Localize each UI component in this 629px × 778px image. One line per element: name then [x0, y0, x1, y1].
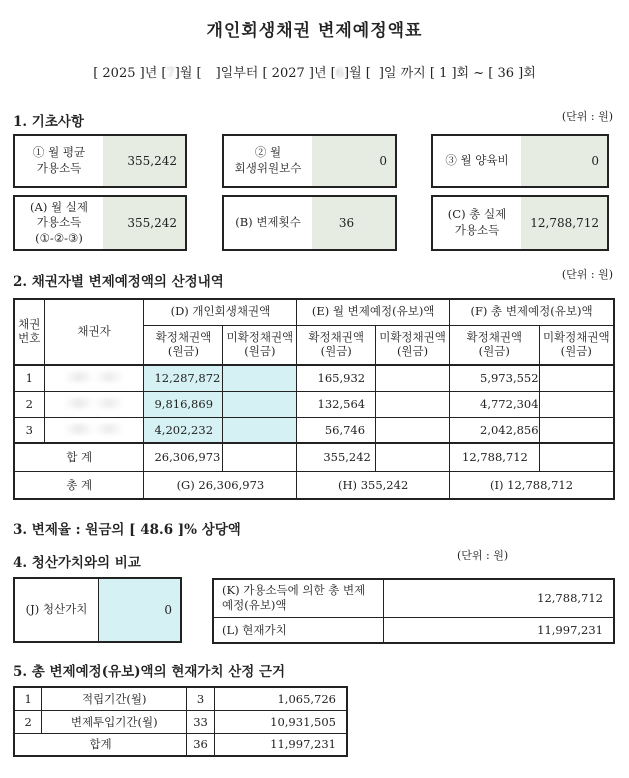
- table-row: 1 12,287,872 165,932 5,973,552: [14, 365, 614, 391]
- basic-box-monthly-income: ① 월 평균 가용소득 355,242: [13, 134, 187, 188]
- total-income-value: 12,788,712: [521, 197, 607, 249]
- l-label: (L) 현재가치: [213, 617, 384, 643]
- period-part-a: ]월 [: [174, 66, 202, 81]
- actual-income-value: 355,242: [103, 197, 185, 249]
- liquidation-value: 0: [99, 579, 180, 641]
- liquidation-value-label: (J) 청산가치: [15, 579, 99, 641]
- table-row: 3 4,202,232 56,746 2,042,856: [14, 417, 614, 443]
- creditor-table: [13, 298, 615, 500]
- table-row: 1 적립기간(월) 3 1,065,726: [14, 687, 347, 710]
- period-start-year: [ 2025 ]년 [: [93, 66, 167, 81]
- creditor-name-redacted: [44, 365, 144, 391]
- header-creditor: 채권자: [44, 299, 144, 365]
- l-value: 11,997,231: [384, 617, 614, 643]
- header-f: (F) 총 변제예정(유보)액: [450, 299, 614, 325]
- period-part-d: ]일 까지 [ 1 ]회 ~ [ 36 ]회: [378, 66, 536, 81]
- period-part-c: ]월 [: [344, 66, 371, 81]
- repayment-count-value: 36: [312, 197, 395, 249]
- monthly-income-value: 355,242: [103, 136, 185, 186]
- k-value: 12,788,712: [384, 579, 614, 617]
- section1-heading: 1. 기초사항: [13, 114, 84, 130]
- header-e-unconfirmed: 미확정채권액 (원금): [376, 325, 450, 365]
- table-row: 2 변제투입기간(월) 33 10,931,505: [14, 710, 347, 733]
- creditor-name-redacted: [44, 391, 144, 417]
- child-support-value: 0: [521, 136, 607, 186]
- period-end-month: 6: [335, 66, 345, 81]
- header-d-unconfirmed: 미확정채권액 (원금): [223, 325, 297, 365]
- document-title: 개인회생채권 변제예정액표: [206, 21, 423, 41]
- liquidation-value-box: [13, 577, 182, 643]
- section2-heading: 2. 채권자별 변제예정액의 산정내역: [13, 274, 224, 290]
- section5-heading: 5. 총 변제예정(유보)액의 현재가치 산정 근거: [13, 664, 286, 680]
- basic-box-actual-income: (A) 월 실제 가용소득 (①-②-③) 355,242: [13, 195, 187, 251]
- header-e-confirmed: 확정채권액 (원금): [297, 325, 376, 365]
- header-f-unconfirmed: 미확정채권액 (원금): [539, 325, 614, 365]
- comparison-table: [212, 578, 615, 644]
- basic-box-trustee-fee: ② 월 회생위원보수 0: [222, 134, 397, 188]
- section4-heading: 4. 청산가치와의 비교: [13, 555, 141, 571]
- repayment-period: [0, 62, 629, 81]
- total-row: 합계 36 11,997,231: [14, 733, 347, 756]
- header-e: (E) 월 변제예정(유보)액: [297, 299, 450, 325]
- period-part-b: ]일부터 [ 2027 ]년 [: [215, 66, 336, 81]
- period-start-month: 7: [166, 66, 175, 81]
- header-f-confirmed: 확정채권액 (원금): [450, 325, 540, 365]
- trustee-fee-value: 0: [312, 136, 395, 186]
- basic-box-repayment-count: (B) 변제횟수 36: [222, 195, 397, 251]
- header-d-confirmed: 확정채권액 (원금): [144, 325, 223, 365]
- total-row: 총 계 (G) 26,306,973 (H) 355,242 (I) 12,788,712: [14, 471, 614, 499]
- section3-heading: 3. 변제율 : 원금의 [ 48.6 ]% 상당액: [13, 522, 241, 538]
- unit-label-4: (단위 : 원): [457, 549, 509, 562]
- subtotal-row: 합 계 26,306,973 355,242 12,788,712: [14, 443, 614, 471]
- creditor-name-redacted: [44, 417, 144, 443]
- unit-label-1: (단위 : 원): [561, 110, 613, 123]
- header-creditor-no: 채권 번호: [14, 299, 44, 365]
- present-value-table: [13, 686, 348, 757]
- unit-label-2: (단위 : 원): [561, 268, 613, 281]
- k-label: (K) 가용소득에 의한 총 변제 예정(유보)액: [213, 579, 384, 617]
- table-row: 2 9,816,869 132,564 4,772,304: [14, 391, 614, 417]
- basic-box-child-support: ③ 월 양육비 0: [431, 134, 609, 188]
- header-d: (D) 개인회생채권액: [144, 299, 297, 325]
- basic-box-total-income: (C) 총 실제 가용소득 12,788,712: [431, 195, 609, 251]
